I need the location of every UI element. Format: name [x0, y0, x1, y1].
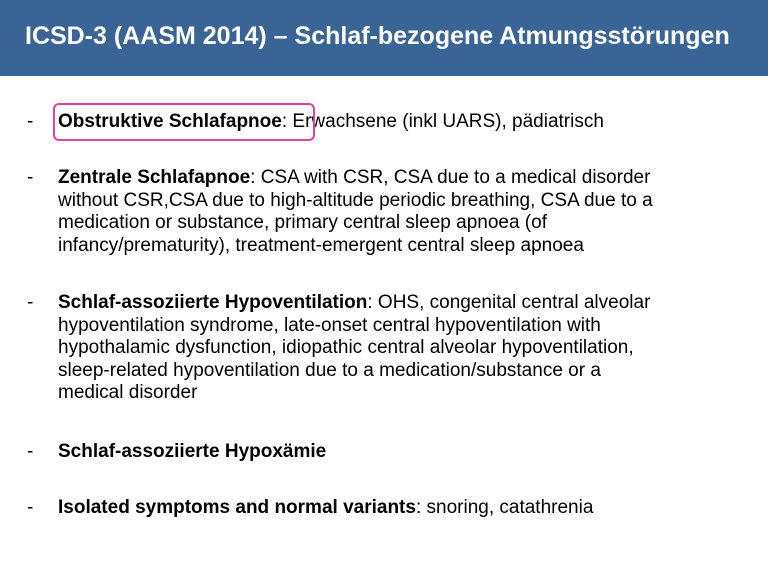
- bullet-term: Isolated symptoms and normal variants: [58, 497, 416, 518]
- bullet-term: Schlaf-assoziierte Hypoventilation: [58, 292, 368, 313]
- bullet-line: [58, 111, 748, 134]
- bullet-content: [58, 441, 748, 464]
- bullet-line: [58, 497, 748, 520]
- term-separator: :: [367, 292, 373, 313]
- bullet-line: infancy/prematurity), treatment-emergent central sleep apnoea: [58, 234, 584, 256]
- bullet-content: [58, 111, 748, 134]
- bullet-content: [58, 497, 748, 520]
- bullet-dash: -: [27, 167, 34, 188]
- bullet-text: CSA with CSR, CSA due to a medical disorder: [255, 167, 651, 188]
- bullet-line: without CSR,CSA due to high-altitude periodic breathing, CSA due to a: [58, 189, 653, 211]
- bullet-text: snoring, catathrenia: [421, 497, 594, 518]
- bullet-line: medical disorder: [58, 382, 198, 403]
- bullet-term: Schlaf-assoziierte Hypoxämie: [58, 441, 327, 462]
- slide-title: ICSD-3 (AASM 2014) – Schlaf-bezogene Atmungsstörungen: [25, 22, 730, 50]
- bullet-line: sleep-related hypoventilation due to a medication/substance or a: [58, 359, 601, 381]
- bullet-term: Zentrale Schlafapnoe: [58, 167, 251, 188]
- bullet-line: [58, 441, 748, 464]
- bullet-line: [58, 167, 748, 190]
- bullet-term: Obstruktive Schlafapnoe: [58, 111, 282, 132]
- term-separator: :: [250, 167, 256, 188]
- term-separator: :: [281, 111, 288, 132]
- bullet-content: [58, 167, 748, 257]
- bullet-line: medication or substance, primary central sleep apnoea (of: [58, 212, 547, 233]
- bullet-text: Erwachsene (inkl UARS), pädiatrisch: [287, 111, 604, 132]
- bullet-dash: -: [27, 441, 34, 462]
- highlighted-term: [58, 111, 287, 134]
- term-separator: :: [415, 497, 422, 518]
- bullet-line: hypoventilation syndrome, late-onset central hypoventilation with: [58, 314, 601, 336]
- bullet-content: [58, 292, 748, 405]
- bullet-line: hypothalamic dysfunction, idiopathic central alveolar hypoventilation,: [58, 337, 634, 358]
- bullet-dash: -: [27, 497, 34, 518]
- bullet-line: [58, 292, 748, 315]
- bullet-dash: -: [27, 111, 34, 132]
- bullet-dash: -: [27, 292, 34, 313]
- bullet-text: OHS, congenital central alveolar: [372, 292, 651, 313]
